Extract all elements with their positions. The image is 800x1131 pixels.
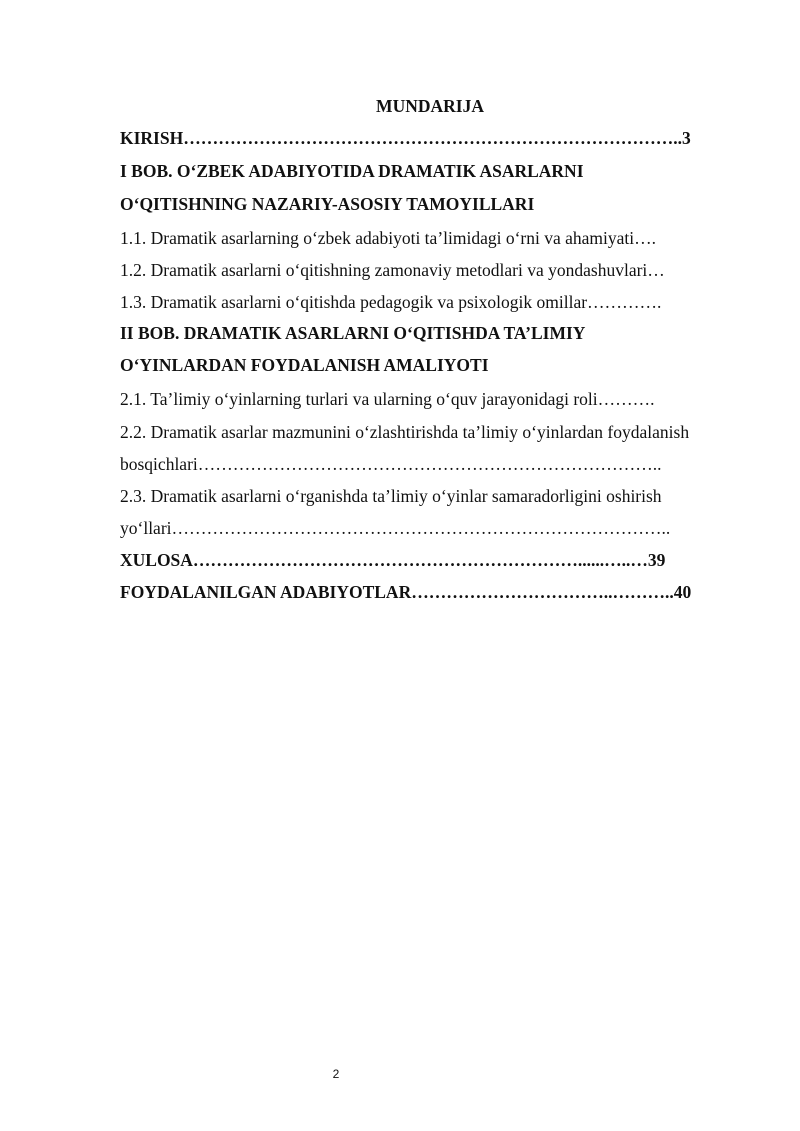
- toc-entry-1-3: 1.3. Dramatik asarlarni o‘qitishda pedagogik va psixologik omillar………….: [120, 292, 662, 312]
- toc-chapter-1-heading-cont: O‘QITISHNING NAZARIY-ASOSIY TAMOYILLARI: [120, 194, 535, 214]
- toc-chapter-1-heading: I BOB. O‘ZBEK ADABIYOTIDA DRAMATIK ASARLARNI: [120, 161, 584, 181]
- toc-title: MUNDARIJA: [376, 96, 484, 116]
- toc-entry-1-1: 1.1. Dramatik asarlarning o‘zbek adabiyoti ta’limidagi o‘rni va ahamiyati….: [120, 228, 657, 248]
- toc-entry-1-2: 1.2. Dramatik asarlarni o‘qitishning zamonaviy metodlari va yondashuvlari…: [120, 260, 665, 280]
- toc-entry-2-3: 2.3. Dramatik asarlarni o‘rganishda ta’limiy o‘yinlar samaradorligini oshirish: [120, 486, 662, 506]
- page-number: 2: [332, 1067, 340, 1081]
- toc-entry-kirish: KIRISH…………………………………………………………………………..3: [120, 128, 691, 148]
- toc-entry-2-1: 2.1. Ta’limiy o‘yinlarning turlari va ularning o‘quv jarayonidagi roli……….: [120, 389, 655, 409]
- toc-chapter-2-heading-cont: O‘YINLARDAN FOYDALANISH AMALIYOTI: [120, 355, 489, 375]
- toc-chapter-2-heading: II BOB. DRAMATIK ASARLARNI O‘QITISHDA TA’LIMIY: [120, 323, 586, 343]
- toc-entry-references: FOYDALANILGAN ADABIYOTLAR……………………………..………..40: [120, 582, 692, 602]
- toc-entry-2-2-cont: bosqichlari……………………………………………………………………..: [120, 454, 662, 474]
- toc-entry-2-3-cont: yo‘llari…………………………………………………………………………..: [120, 518, 671, 538]
- toc-entry-xulosa: XULOSA…………………………………………………………......…..…39: [120, 550, 666, 570]
- toc-entry-2-2: 2.2. Dramatik asarlar mazmunini o‘zlashtirishda ta’limiy o‘yinlardan foydalanish: [120, 422, 690, 442]
